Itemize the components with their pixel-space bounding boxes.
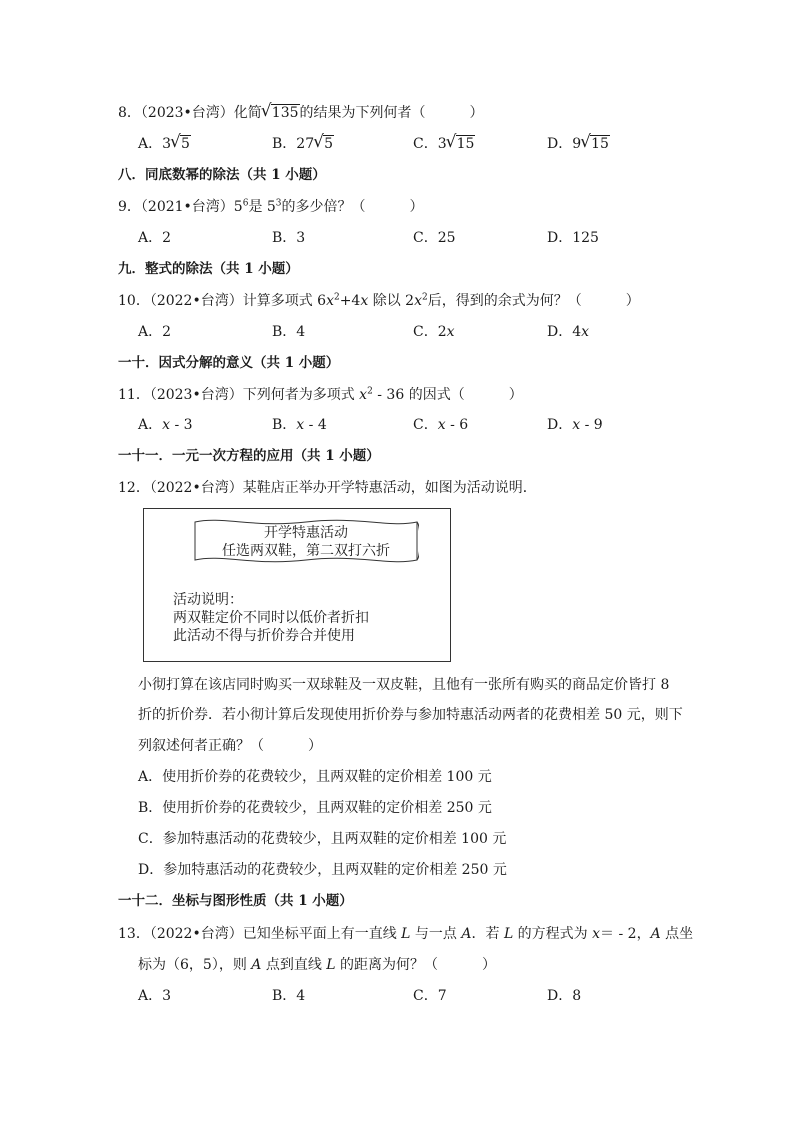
question-9-stem (118, 198, 424, 216)
q10-c-var: x (446, 324, 455, 340)
q11-close: ） (508, 387, 523, 403)
q9-exp1: 6 (242, 198, 249, 209)
question-11-stem (118, 386, 523, 404)
promo-banner-offer: 任选两双鞋，第二双打六折 (222, 543, 390, 559)
q13-text-g: 标为（6，5），则 (138, 957, 252, 973)
q12-close: ） (308, 738, 322, 754)
q8-option-d (547, 135, 610, 153)
q13-text-f: 点坐 (660, 926, 694, 942)
promo-banner-title: 开学特惠活动 (264, 525, 348, 541)
question-13-line-2 (138, 956, 496, 974)
q11-a-var: x (162, 417, 171, 433)
q9-close: ） (409, 199, 424, 215)
q11-var: x (359, 387, 368, 403)
q12-option-c: C．参加特惠活动的花费较少，且两双鞋的定价相差 100 元 (138, 831, 507, 847)
q10-exp1: 2 (333, 292, 340, 303)
question-8-stem (118, 104, 484, 122)
section-heading-9: 九．整式的除法（共 1 小题） (118, 261, 299, 277)
promo-note-line-1: 两双鞋定价不同时以低价者折扣 (173, 610, 369, 626)
q13-text-i: 的距离为何？（ (335, 957, 439, 973)
q12-body-line-3 (138, 737, 322, 755)
q13-point-var: A (461, 926, 472, 942)
q8-sqrt (262, 104, 300, 122)
q9-suffix: 的多少倍？（ (281, 199, 366, 215)
q11-d-var: x (572, 417, 581, 433)
q11-option-b (272, 416, 327, 434)
q13-option-b: B．4 (272, 988, 306, 1004)
q11-prefix: 11．（2023•台湾）下列何者为多项式 (118, 387, 360, 403)
q13-x-var: x (592, 926, 601, 942)
q8-d-rad: 15 (591, 136, 609, 152)
q9-option-d: D．125 (547, 230, 599, 246)
q11-c-pre: C． (413, 417, 438, 433)
q11-d-pre: D． (547, 417, 573, 433)
q11-suffix: - 36 的因式（ (372, 387, 465, 403)
promo-note-line-2: 此活动不得与折价券合并使用 (173, 628, 355, 644)
q10-close: ） (625, 293, 640, 309)
q13-point-var: A (650, 926, 661, 942)
q9-option-b: B．3 (272, 230, 306, 246)
q10-suffix: 后，得到的余式为何？（ (427, 293, 582, 309)
q9-option-a: A．2 (138, 230, 172, 246)
section-heading-10: 一十．因式分解的意义（共 1 小题） (118, 355, 340, 371)
q13-text-a: 13．（2022•台湾）已知坐标平面上有一直线 (118, 926, 402, 942)
q8-radicand: 135 (271, 105, 299, 121)
q11-option-c (413, 416, 468, 434)
q9-prefix: 9．（2021•台湾）5 (118, 199, 243, 215)
question-12-stem: 12．（2022•台湾）某鞋店正举办开学特惠活动，如图为活动说明． (118, 480, 537, 496)
section-heading-8: 八．同底数幂的除法（共 1 小题） (118, 167, 326, 183)
q8-option-a (138, 135, 191, 153)
q11-option-a (138, 416, 193, 434)
q9-mid: 是 5 (248, 199, 276, 215)
q10-option-b: B．4 (272, 324, 306, 340)
q11-c-var: x (437, 417, 446, 433)
q10-mid: 除以 2 (368, 293, 415, 309)
q13-close: ） (482, 957, 497, 973)
q8-a-label: A．3 (138, 136, 172, 152)
q8-d-sqrt (581, 135, 610, 153)
q8-c-label: C．3 (413, 136, 447, 152)
q8-b-label: B．27 (272, 136, 315, 152)
q10-d-var: x (581, 324, 590, 340)
question-13-line-1 (118, 925, 693, 943)
q8-a-rad: 5 (181, 136, 190, 152)
q13-line-var: L (401, 926, 411, 942)
q12-body-line-2: 折的折价券．若小彻计算后发现使用折价券与参加特惠活动两者的花费相差 50 元，则下 (138, 707, 683, 723)
q9-exp2: 3 (275, 198, 282, 209)
section-heading-11: 一十一．一元一次方程的应用（共 1 小题） (118, 448, 380, 464)
q11-b-pre: B． (272, 417, 297, 433)
q10-c-pre: C．2 (413, 324, 447, 340)
q8-a-sqrt (171, 135, 191, 153)
q13-line-var: L (326, 957, 336, 973)
q13-text-b: 与一点 (410, 926, 462, 942)
q10-var3: x (414, 293, 422, 309)
q13-text-h: 点到直线 (261, 957, 327, 973)
q10-exp3: 2 (421, 292, 428, 303)
q12-option-b: B．使用折价券的花费较少，且两双鞋的定价相差 250 元 (138, 800, 492, 816)
q11-c-post: - 6 (445, 417, 469, 433)
q13-text-e: ＝ - 2， (600, 926, 651, 942)
q11-b-post: - 4 (304, 417, 327, 433)
q13-text-d: 的方程式为 (513, 926, 593, 942)
question-10-stem (118, 292, 640, 310)
q13-text-c: ．若 (471, 926, 504, 942)
q10-var1: x (326, 293, 334, 309)
q9-option-c: C．25 (413, 230, 456, 246)
q8-c-sqrt (447, 135, 476, 153)
q13-option-c: C．7 (413, 988, 447, 1004)
q12-option-a: A．使用折价券的花费较少，且两双鞋的定价相差 100 元 (138, 769, 492, 785)
q12-option-d: D．参加特惠活动的花费较少，且两双鞋的定价相差 250 元 (138, 862, 507, 878)
section-heading-12: 一十二．坐标与图形性质（共 1 小题） (118, 893, 353, 909)
q10-var2: x (360, 293, 369, 309)
q12-body-line-3-text: 列叙述何者正确？（ (138, 738, 264, 754)
q8-suffix: 的结果为下列何者（ (299, 105, 426, 121)
promo-note-title: 活动说明： (173, 592, 243, 608)
q8-d-label: D．9 (547, 136, 582, 152)
q8-close: ） (469, 105, 484, 121)
q10-option-d (547, 323, 589, 341)
q8-b-sqrt (314, 135, 334, 153)
q10-plus: +4 (339, 293, 361, 309)
q11-option-d (547, 416, 603, 434)
q13-option-d: D．8 (547, 988, 582, 1004)
q10-d-pre: D．4 (547, 324, 582, 340)
q11-a-post: - 3 (170, 417, 193, 433)
q8-option-c (413, 135, 475, 153)
q10-option-a: A．2 (138, 324, 172, 340)
q11-exp: 2 (367, 386, 373, 397)
q11-d-post: - 9 (580, 417, 603, 433)
q8-prefix: 8．（2023•台湾）化简 (118, 105, 262, 121)
q8-b-rad: 5 (324, 136, 334, 152)
q11-a-pre: A． (138, 417, 163, 433)
q11-b-var: x (296, 417, 305, 433)
q13-point-var: A (251, 957, 262, 973)
q13-line-var: L (503, 926, 514, 942)
q12-body-line-1: 小彻打算在该店同时购买一双球鞋及一双皮鞋，且他有一张所有购买的商品定价皆打 8 (138, 677, 670, 693)
q13-option-a: A．3 (138, 988, 172, 1004)
q8-c-rad: 15 (456, 136, 475, 152)
q8-option-b (272, 135, 334, 153)
q10-prefix: 10．（2022•台湾）计算多项式 6 (118, 293, 327, 309)
q10-option-c (413, 323, 455, 341)
